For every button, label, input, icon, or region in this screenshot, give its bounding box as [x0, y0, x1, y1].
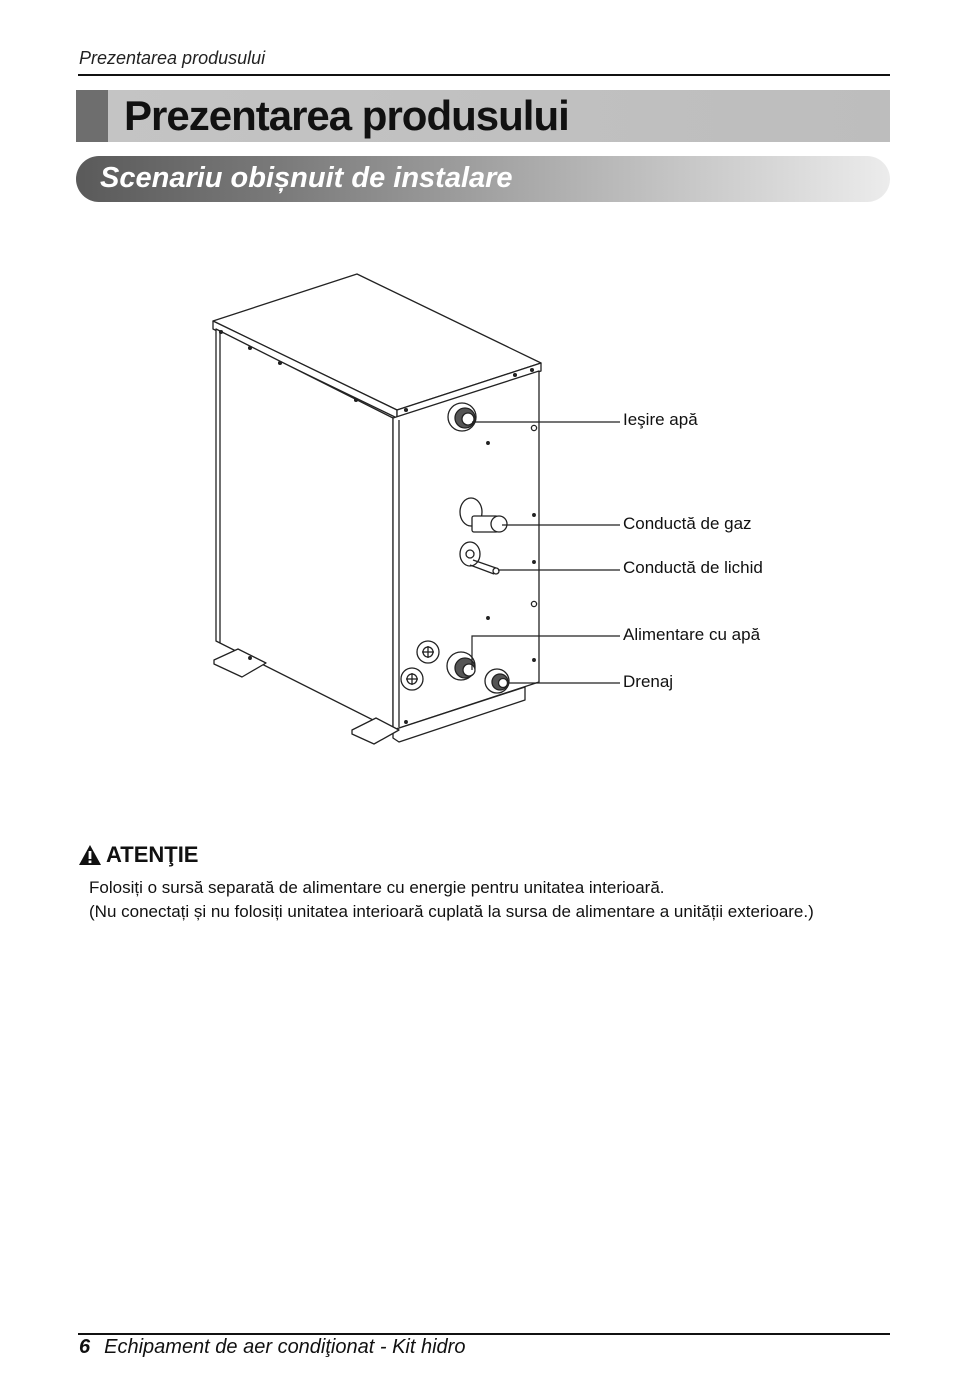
caution-line-1: Folosiți o sursă separată de alimentare cu energie pentru unitatea interioară.	[89, 878, 665, 897]
header-rule	[78, 74, 890, 76]
caution-box	[78, 842, 890, 924]
warning-icon	[78, 844, 102, 866]
label-water-inlet: Alimentare cu apă	[623, 625, 761, 644]
label-water-outlet: Ieşire apă	[623, 410, 698, 429]
cable-entry	[417, 641, 439, 663]
subtitle-bar	[76, 156, 890, 202]
drain-port	[485, 669, 509, 693]
footer-text: Echipament de aer condiţionat - Kit hidro	[104, 1336, 466, 1358]
cable-entry	[401, 668, 423, 690]
page-number: 6	[79, 1336, 91, 1358]
title-bar	[76, 90, 890, 142]
running-header: Prezentarea produsului	[79, 48, 266, 68]
caution-heading: ATENŢIE	[106, 842, 199, 867]
label-liquid-pipe: Conductă de lichid	[623, 558, 763, 577]
caution-line-2: (Nu conectați și nu folosiți unitatea interioară cuplată la sursa de alimentare a unității exterioare.)	[89, 902, 814, 921]
water-inlet-port	[447, 652, 475, 680]
page-footer	[79, 1336, 465, 1359]
caution-text	[89, 876, 890, 924]
label-gas-pipe: Conductă de gaz	[623, 514, 752, 533]
section-subtitle: Scenariu obișnuit de instalare	[100, 162, 513, 194]
title-accent-block	[76, 90, 108, 142]
page-title: Prezentarea produsului	[124, 92, 569, 139]
footer-rule	[78, 1333, 890, 1335]
water-outlet-port	[448, 403, 476, 431]
product-diagram	[180, 260, 800, 760]
label-drain: Drenaj	[623, 672, 674, 691]
caution-header	[78, 842, 890, 868]
hydro-kit-illustration	[180, 260, 800, 760]
